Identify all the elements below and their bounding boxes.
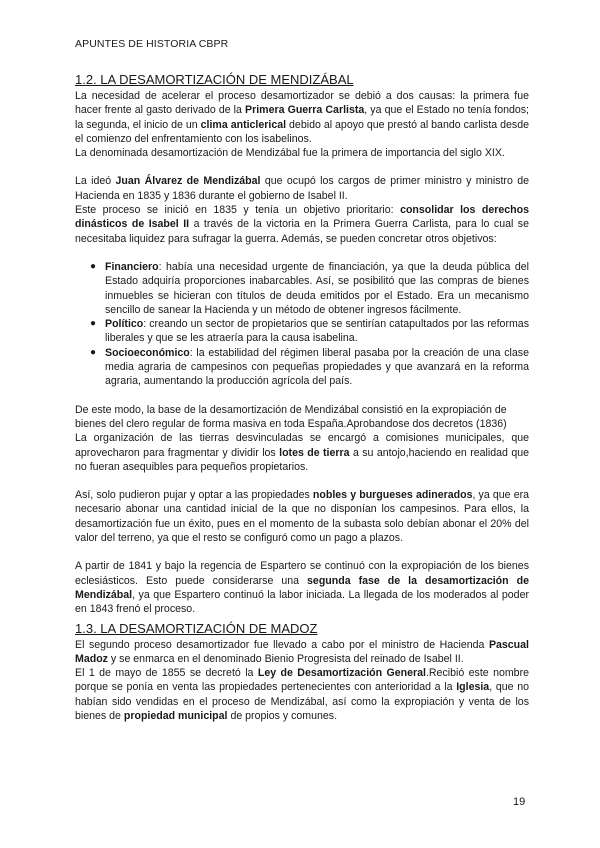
objectives-list: [75, 260, 529, 389]
bullet-icon: ●: [90, 346, 97, 358]
paragraph: El 1 de mayo de 1855 se decretó la Ley de Desamortización General.Recibió este nombre porque se ponía en venta las propiedades pertenecientes con anterioridad a la Iglesia, que no habían sido vendidas en el proceso de Mendizábal, así como la expropiación y venta de los bienes de propiedad municipal de propios y comunes.: [75, 667, 529, 722]
document-body: [75, 72, 529, 723]
paragraph: La denominada desamortización de Mendizábal fue la primera de importancia del siglo XIX.: [75, 147, 505, 160]
paragraph: A partir de 1841 y bajo la regencia de Espartero se continuó con la expropiación de los bienes eclesiásticos. Esto puede considerarse una segunda fase de la desamortización de Mendizábal, ya que Espartero continuó la labor iniciada. La llegada de los moderados al poder en 1843 frenó el proceso.: [75, 560, 529, 616]
paragraph: La organización de las tierras desvinculadas se encargó a comisiones municipales, que aprovecharon para fragmentar y dividir los lotes de tierra a su antojo,haciendo en realidad que no fueran asequibles para pequeños propietarios.: [75, 432, 529, 473]
page-header: APUNTES DE HISTORIA CBPR: [75, 38, 229, 50]
paragraph: La necesidad de acelerar el proceso desamortizador se debió a dos causas: la primera fue hacer frente al gasto derivado de la Primera Guerra Carlista, ya que el Estado no tenía fondos; la segunda, el inicio de un clima anticlerical debido al apoyo que prestó al bando carlista desde el comienzo del enfrentamiento con los isabelinos.: [75, 90, 529, 145]
paragraph: Este proceso se inició en 1835 y tenía un objetivo prioritario: consolidar los derechos dinásticos de Isabel II a través de la victoria en la Primera Guerra Carlista, para lo cual se necesitaba liquidez para sufragar la guerra. Además, se pueden concretar otros objetivos:: [75, 204, 529, 245]
section-heading-madoz: 1.3. LA DESAMORTIZACIÓN DE MADOZ: [75, 620, 318, 636]
section-heading-mendizabal: 1.2. LA DESAMORTIZACIÓN DE MENDIZÁBAL: [75, 72, 354, 87]
bullet-icon: ●: [90, 318, 97, 330]
bullet-icon: ●: [90, 260, 97, 272]
paragraph: De este modo, la base de la desamortización de Mendizábal consistió en la expropiación de bienes del clero regular de forma masiva en toda España.Aprobandose dos decretos (1836): [75, 403, 507, 430]
paragraph: Así, solo pudieron pujar y optar a las propiedades nobles y burgueses adinerados, ya que era necesario abonar una cantidad inicial de la que no disponían los campesinos. Para ellos, la desamortización fue un éxito, pues en el momento de la subasta solo debían abonar el 20% del valor del terreno, ya que el resto se configuró como un pago a plazos.: [75, 489, 530, 545]
paragraph: El segundo proceso desamortizador fue llevado a cabo por el ministro de Hacienda Pascual Madoz y se enmarca en el denominado Bienio Progresista del reinado de Isabel II.: [75, 638, 529, 665]
list-item: ● Socioeconómico: la estabilidad del régimen liberal pasaba por la creación de una clase media agraria de campesinos con pequeñas propiedades y que avanzará en la reforma agraria, aumentando la producción agrícola del país.: [90, 346, 529, 388]
list-item: ● Financiero: había una necesidad urgente de financiación, ya que la deuda pública del Estado adquiría proporciones inabarcables. Así, se posibilitó que las compras de bienes inmuebles se hicieran con títulos de deuda emitidos por el Estado. Era un mecanismo sencillo de sanear la Hacienda y un método de obtener ingresos fácilmente.: [90, 260, 529, 316]
page-number: 19: [513, 796, 526, 808]
list-item: ● Político: creando un sector de propietarios que se sentirían catapultados por las reformas liberales y que se les atraería para la causa isabelina.: [90, 318, 529, 345]
paragraph: La ideó Juan Álvarez de Mendizábal que ocupó los cargos de primer ministro y ministro de Hacienda en 1835 y 1836 durante el gobierno de Isabel II.: [75, 175, 529, 202]
